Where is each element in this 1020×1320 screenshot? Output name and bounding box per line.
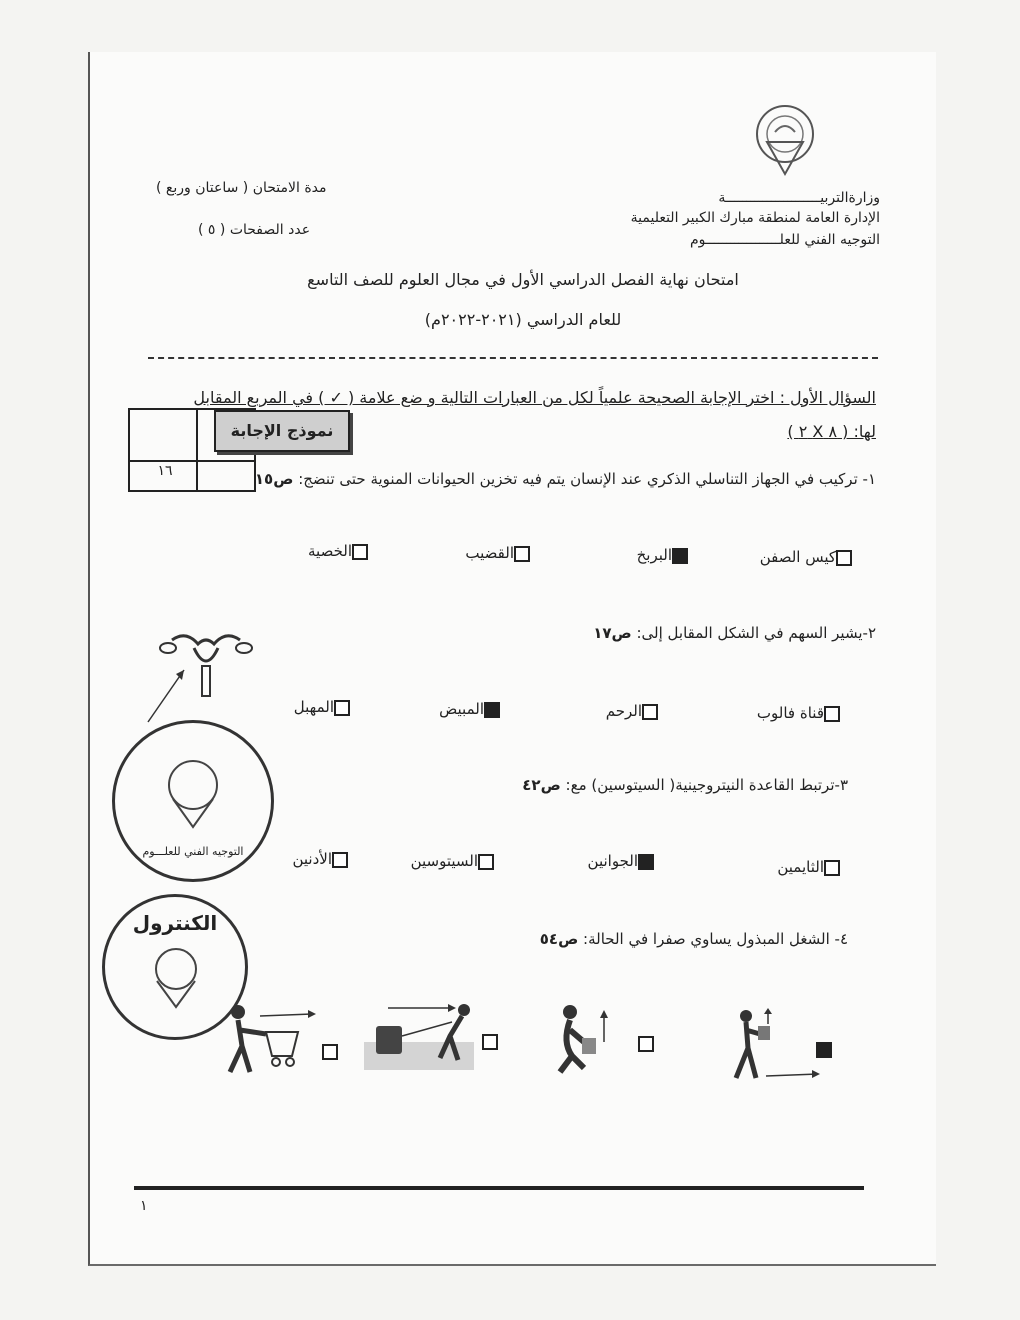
- item-4-option-4-checkbox[interactable]: [322, 1044, 338, 1060]
- checkbox[interactable]: [824, 860, 840, 876]
- item-3-option-4[interactable]: الأدنين: [292, 850, 348, 868]
- item-3-option-2[interactable]: الجوانين: [588, 852, 654, 870]
- control-stamp-title: الكنترول: [132, 911, 218, 935]
- stamp-emblem-icon: [153, 751, 233, 831]
- question-instruction: السؤال الأول : اختر الإجابة الصحيحة علمياً لكل من العبارات التالية و ضع علامة ( ✓ ) في المربع المقابل: [193, 388, 876, 407]
- checkbox[interactable]: [352, 544, 368, 560]
- item-2-option-4[interactable]: المهبل: [294, 698, 350, 716]
- person-pulling-crate-icon: [364, 1000, 484, 1072]
- person-carrying-box-walking-icon: [722, 1008, 824, 1088]
- page-count: عدد الصفحات ( ٥ ): [198, 222, 311, 238]
- checkbox[interactable]: [824, 706, 840, 722]
- exam-duration: مدة الامتحان ( ساعتان وربع ): [156, 180, 327, 196]
- item-2-ref: ص١٧: [593, 624, 632, 642]
- exam-page: [88, 52, 936, 1266]
- checkbox-checked[interactable]: [638, 854, 654, 870]
- checkbox[interactable]: [514, 546, 530, 562]
- kuwait-emblem-icon: [750, 102, 820, 192]
- person-lifting-box-icon: [550, 1002, 610, 1082]
- checkbox[interactable]: [642, 704, 658, 720]
- item-2-option-3[interactable]: المبيض: [439, 700, 500, 718]
- model-answer-badge: نموذج الإجابة: [214, 410, 350, 452]
- item-1-option-1[interactable]: كيس الصفن: [760, 548, 852, 566]
- guidance-stamp: [112, 720, 274, 882]
- item-1-option-4[interactable]: الخصية: [308, 542, 368, 560]
- person-pushing-cart-icon: [220, 1002, 330, 1078]
- item-1-text: ١- تركيب في الجهاز التناسلي الذكري عند الإنسان يتم فيه تخزين الحيوانات المنوية حتى تنضج: ص١٥: [254, 470, 876, 488]
- directorate-line: الإدارة العامة لمنطقة مبارك الكبير التعليمية: [630, 210, 880, 226]
- item-3-ref: ص٤٢: [522, 776, 561, 794]
- item-4-ref: ص٥٤: [539, 930, 579, 948]
- item-2-text: ٢-يشير السهم في الشكل المقابل إلى: ص١٧: [593, 624, 876, 642]
- checkbox[interactable]: [334, 700, 350, 716]
- exam-title: امتحان نهاية الفصل الدراسي الأول في مجال العلوم للصف التاسع: [307, 270, 739, 289]
- ministry-line: وزارةالتربيـــــــــــــــــــــــة: [718, 190, 880, 206]
- checkbox[interactable]: [478, 854, 494, 870]
- checkbox[interactable]: [332, 852, 348, 868]
- item-2-option-2[interactable]: الرحم: [606, 702, 658, 720]
- item-3-option-3[interactable]: السيتوسين: [411, 852, 494, 870]
- guidance-stamp-text: التوجيه الفني للعلـــوم: [142, 845, 244, 858]
- item-3-text: ٣-ترتبط القاعدة النيتروجينية( السيتوسين) مع: ص٤٢: [522, 776, 848, 794]
- checkbox-checked[interactable]: [484, 702, 500, 718]
- question-marks: لها: ( ٨ X ٢ ): [787, 422, 876, 441]
- item-4-text: ٤- الشغل المبذول يساوي صفرا في الحالة: ص٥٤: [539, 930, 848, 948]
- dashed-divider: [148, 357, 878, 359]
- item-1-option-2[interactable]: البربخ: [637, 546, 688, 564]
- guidance-line: التوجيه الفني للعلــــــــــــــــــوم: [689, 232, 880, 248]
- item-2-option-1[interactable]: قناة فالوب: [757, 704, 840, 722]
- checkbox-checked[interactable]: [672, 548, 688, 564]
- item-1-option-3[interactable]: القضيب: [465, 544, 530, 562]
- page-number: ١: [140, 1198, 148, 1214]
- academic-year: للعام الدراسي (٢٠٢١-٢٠٢٢م): [424, 310, 622, 329]
- pointer-arrow-icon: [142, 664, 192, 728]
- item-4-option-3-checkbox[interactable]: [482, 1034, 498, 1050]
- control-stamp: [102, 894, 248, 1040]
- item-1-ref: ص١٥: [254, 470, 294, 488]
- control-stamp-emblem-icon: [141, 941, 211, 1011]
- checkbox[interactable]: [836, 550, 852, 566]
- footer-rule: [134, 1186, 864, 1190]
- item-3-option-1[interactable]: الثايمين: [777, 858, 840, 876]
- item-4-option-2-checkbox[interactable]: [638, 1036, 654, 1052]
- item-4-option-1-checkbox[interactable]: [816, 1042, 832, 1058]
- score-value: ١٦: [157, 463, 173, 479]
